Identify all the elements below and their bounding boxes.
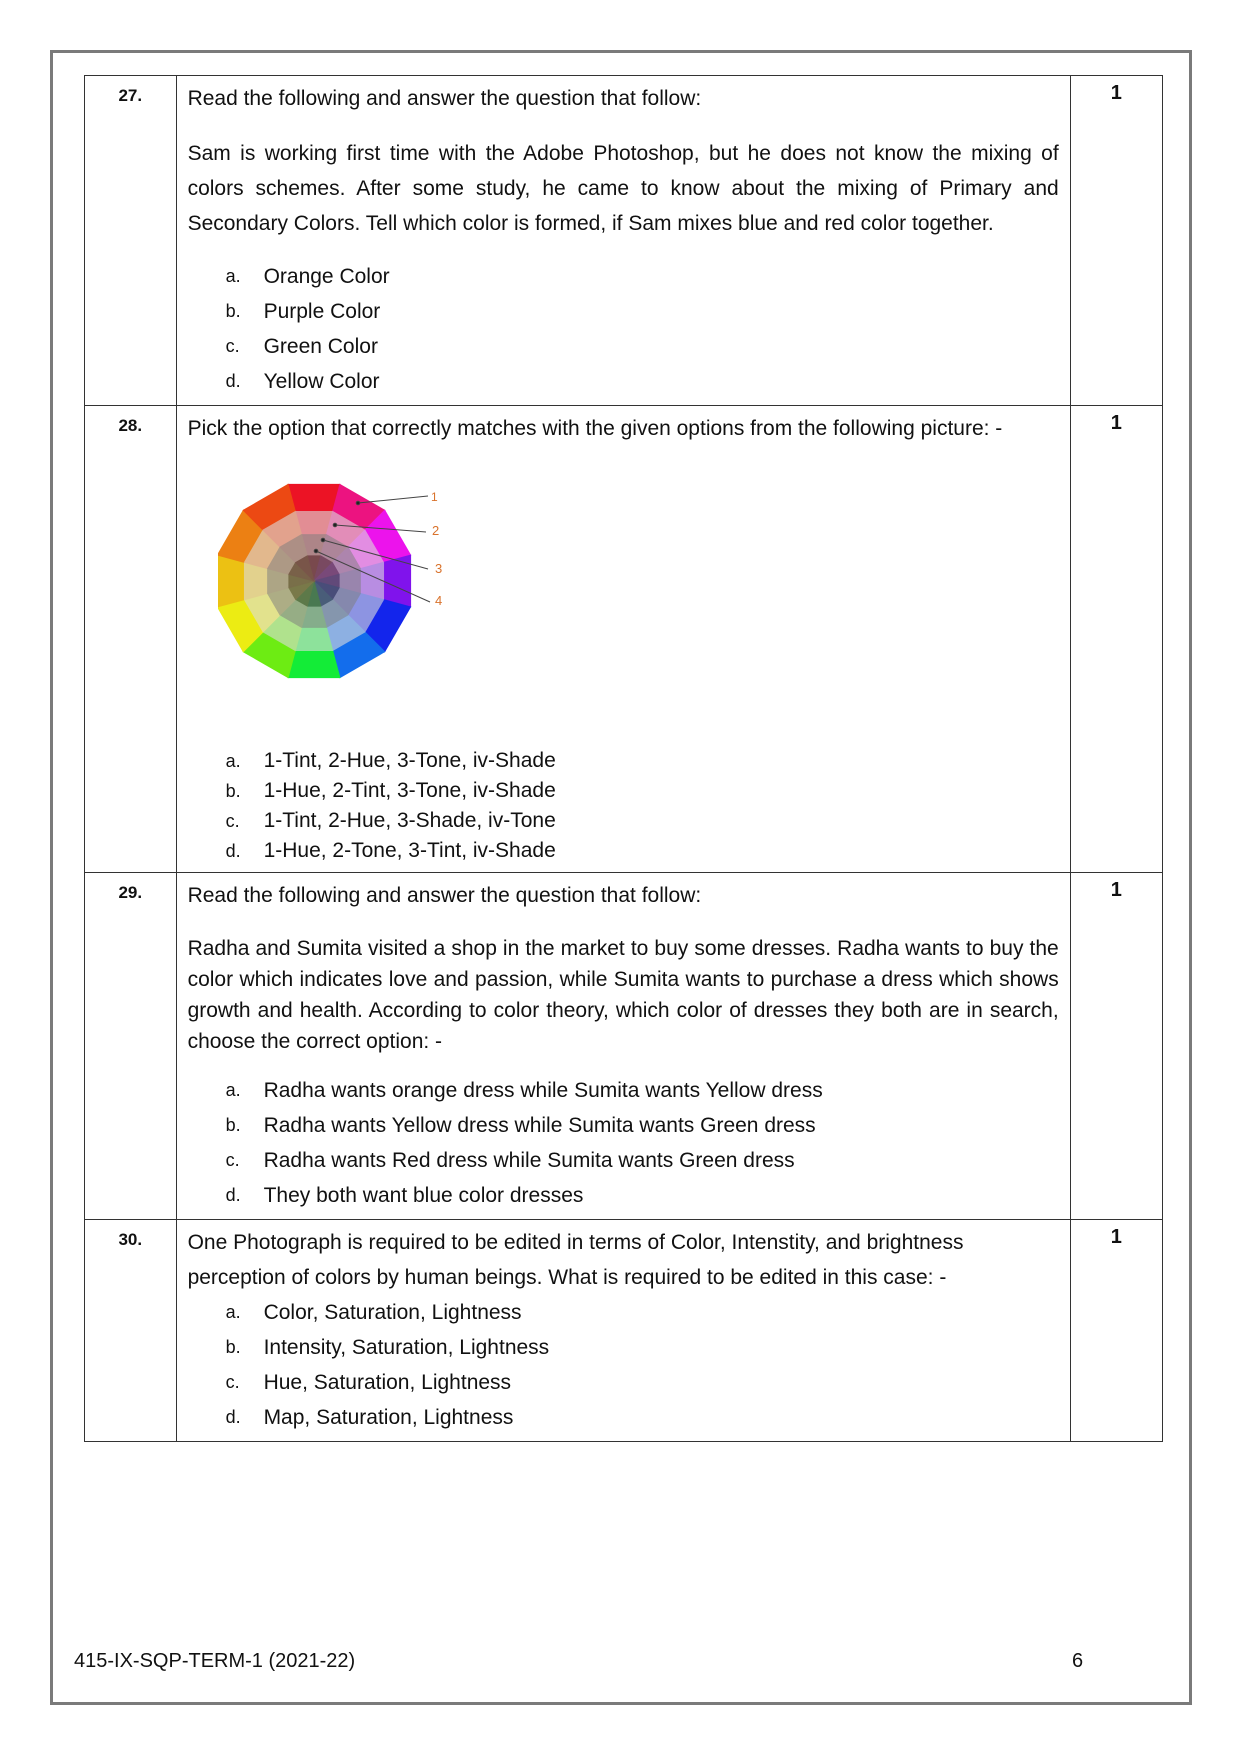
- option-letter: b.: [225, 301, 241, 321]
- wheel-pointer-dot: [333, 523, 337, 527]
- option-item: [226, 364, 1059, 399]
- option-letter: d.: [225, 1407, 241, 1427]
- option-letter: a.: [225, 1302, 241, 1322]
- option-item: [226, 776, 1059, 806]
- wheel-label-2: 2: [431, 523, 439, 538]
- options-list: [188, 259, 1059, 399]
- wheel-pointer-dot: [356, 501, 360, 505]
- wheel-label-4: 4: [434, 593, 442, 608]
- wheel-label-3: 3: [434, 561, 442, 576]
- option-text: Radha wants orange dress while Sumita wants Yellow dress: [263, 1079, 823, 1102]
- question-row: [85, 873, 1163, 1220]
- option-text: Radha wants Red dress while Sumita wants Green dress: [263, 1149, 795, 1172]
- option-item: [226, 806, 1059, 836]
- wheel-segment: [288, 651, 340, 678]
- question-passage: Radha and Sumita visited a shop in the market to buy some dresses. Radha wants to buy the color which indicates love and passion, while Sumita wants to purchase a dress which shows growth and health. According to color theory, which color of dresses they both are in search, choose the correct option: -: [187, 937, 1059, 1053]
- footer-paper-code: 415-IX-SQP-TERM-1 (2021-22): [74, 1650, 356, 1672]
- option-letter: c.: [225, 336, 240, 356]
- question-number: 30.: [85, 1220, 177, 1442]
- question-stem: Read the following and answer the question that follow:: [187, 884, 702, 907]
- option-item: [226, 329, 1059, 364]
- option-letter: d.: [225, 841, 241, 861]
- question-stem: Read the following and answer the question that follow:: [187, 87, 702, 110]
- option-text: Green Color: [263, 335, 378, 358]
- option-item: [226, 1330, 1059, 1365]
- option-item: [226, 1400, 1059, 1435]
- option-text: 1-Hue, 2-Tint, 3-Tone, iv-Shade: [263, 779, 556, 802]
- options-list: [188, 1073, 1059, 1213]
- wheel-pointer-dot: [314, 549, 318, 553]
- option-letter: c.: [225, 1150, 240, 1170]
- option-text: 1-Tint, 2-Hue, 3-Shade, iv-Tone: [263, 809, 556, 832]
- option-item: [226, 294, 1059, 329]
- question-number: 27.: [85, 76, 177, 406]
- question-marks: 1: [1070, 1220, 1162, 1442]
- option-text: Orange Color: [263, 265, 390, 288]
- option-item: [226, 1295, 1059, 1330]
- question-body: [176, 406, 1070, 873]
- wheel-pointer-line: [358, 496, 428, 503]
- question-body: [176, 76, 1070, 406]
- question-marks: 1: [1070, 873, 1162, 1220]
- question-passage: Sam is working first time with the Adobe Photoshop, but he does not know the mixing of colors schemes. After some study, he came to know about the mixing of Primary and Secondary Colors. Tell which color is formed, if Sam mixes blue and red color together.: [187, 142, 1059, 235]
- option-letter: b.: [225, 1115, 241, 1135]
- question-row: [85, 406, 1163, 873]
- option-text: Color, Saturation, Lightness: [263, 1301, 522, 1324]
- question-row: [85, 1220, 1163, 1442]
- wheel-label-1: 1: [430, 490, 438, 504]
- option-text: They both want blue color dresses: [263, 1184, 584, 1207]
- option-letter: a.: [225, 266, 241, 286]
- option-letter: c.: [225, 811, 240, 831]
- option-letter: a.: [225, 1080, 241, 1100]
- wheel-segment: [218, 555, 244, 607]
- question-number: 28.: [85, 406, 177, 873]
- option-item: [226, 1365, 1059, 1400]
- option-item: [226, 1143, 1059, 1178]
- options-list: [188, 1295, 1059, 1435]
- option-text: Hue, Saturation, Lightness: [263, 1371, 512, 1394]
- color-wheel-image: [218, 476, 478, 686]
- option-letter: b.: [225, 1337, 241, 1357]
- question-stem: Pick the option that correctly matches with the given options from the following picture: -: [187, 417, 1003, 440]
- option-text: Radha wants Yellow dress while Sumita wants Green dress: [263, 1114, 816, 1137]
- option-text: 1-Hue, 2-Tone, 3-Tint, iv-Shade: [263, 839, 556, 862]
- option-text: Intensity, Saturation, Lightness: [263, 1336, 550, 1359]
- question-row: [85, 76, 1163, 406]
- question-body: [176, 1220, 1070, 1442]
- option-letter: d.: [225, 1185, 241, 1205]
- option-letter: b.: [225, 781, 241, 801]
- option-item: [226, 1108, 1059, 1143]
- option-text: Purple Color: [263, 300, 381, 323]
- option-item: [226, 1073, 1059, 1108]
- options-list: [188, 746, 1059, 866]
- option-letter: c.: [225, 1372, 240, 1392]
- question-number: 29.: [85, 873, 177, 1220]
- option-text: 1-Tint, 2-Hue, 3-Tone, iv-Shade: [263, 749, 556, 772]
- option-text: Yellow Color: [263, 370, 380, 393]
- option-item: [226, 259, 1059, 294]
- option-letter: d.: [225, 371, 241, 391]
- wheel-pointer-dot: [321, 538, 325, 542]
- option-item: [226, 1178, 1059, 1213]
- question-marks: 1: [1070, 76, 1162, 406]
- option-item: [226, 746, 1059, 776]
- color-wheel-figure: [188, 476, 1059, 746]
- wheel-segment: [288, 484, 340, 511]
- option-item: [226, 836, 1059, 866]
- option-text: Map, Saturation, Lightness: [263, 1406, 514, 1429]
- questions-table: [84, 75, 1163, 1442]
- question-stem: One Photograph is required to be edited in terms of Color, Intenstity, and brightness perception of colors by human beings. What is required to be edited in this case: -: [187, 1231, 964, 1289]
- footer-page-number: 6: [1072, 1650, 1084, 1672]
- question-marks: 1: [1070, 406, 1162, 873]
- option-letter: a.: [225, 751, 241, 771]
- question-body: [176, 873, 1070, 1220]
